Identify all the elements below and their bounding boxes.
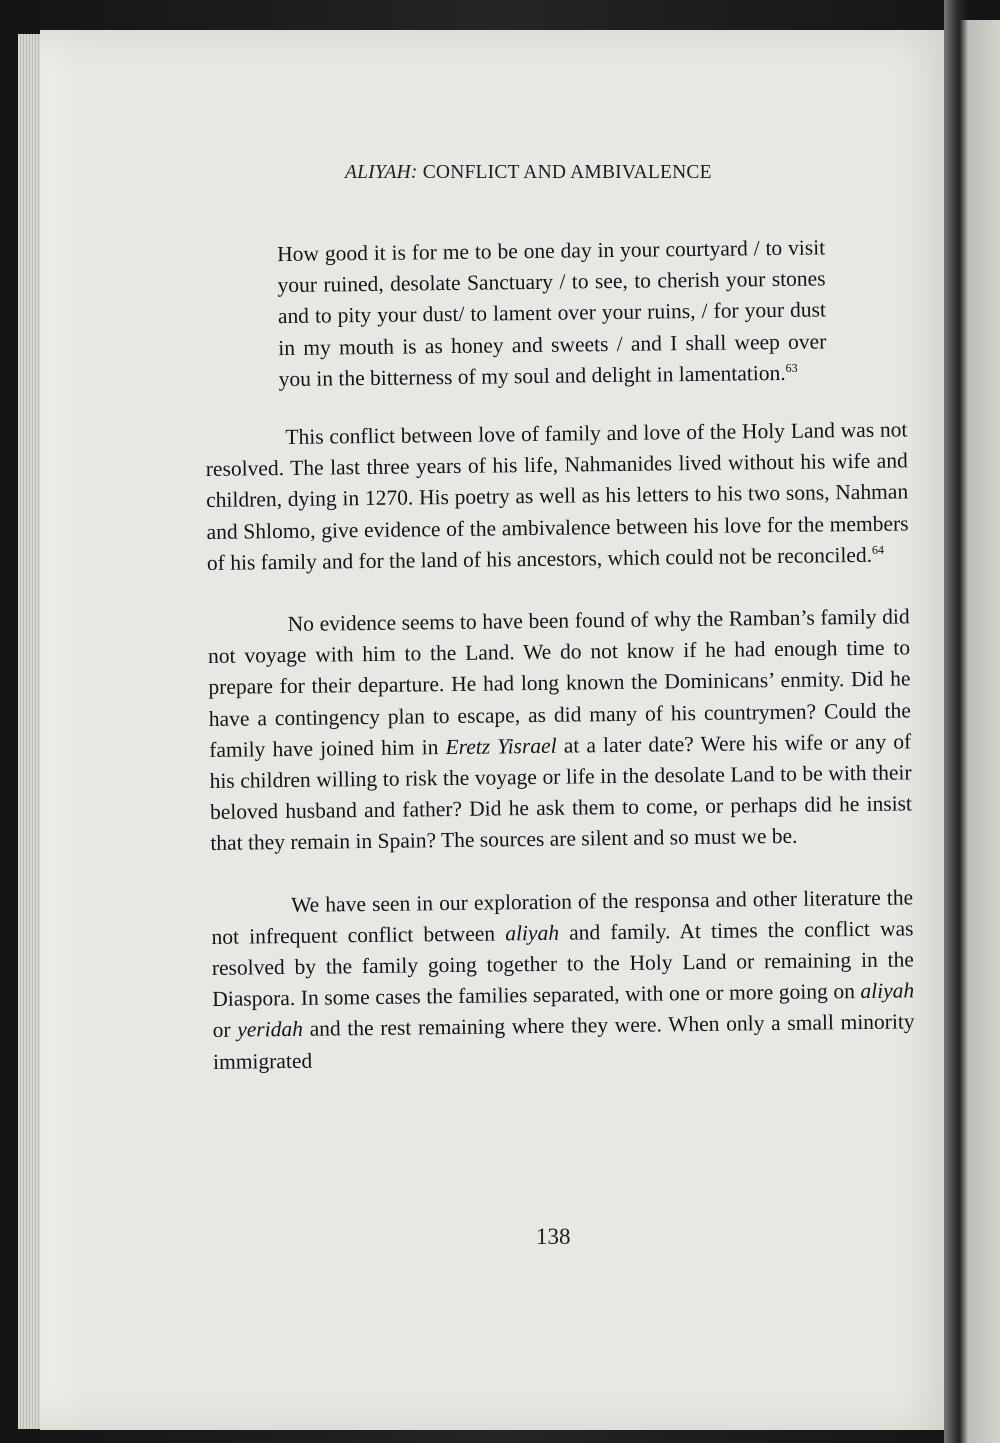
running-head-text: CONFLICT AND AMBIVALENCE: [417, 162, 712, 183]
poem-quote: [277, 232, 827, 395]
paragraph-1: [205, 414, 909, 579]
paragraph-2-italic: Eretz Yisrael: [445, 733, 557, 759]
poem-quote-text: How good it is for me to be one day in your courtyard / to visit your ruined, desolate Sanctuary / to see, to cherish your stones and to pity your dust/ to lament over your ruins, / for your dust in my mouth is as honey and sweets / and I shall weep over you in the bitterness of my soul and delight in lamentation.: [277, 235, 827, 391]
footnote-ref-64: 64: [871, 542, 885, 557]
footnote-ref-63: 63: [785, 360, 798, 375]
paragraph-3-text-b: and family. At times the conflict was resolved by the family going together to the Holy Land or remaining in the Diaspora. In some cases the families separated, with one or more going on: [211, 916, 914, 1012]
paragraph-2-text-b: at a later date? Were his wife or any of his children willing to risk the voyage or life in the desolate Land to be with their beloved husband and father? Did he ask them to come, or perhaps did he insist that they remain in Spain? The sources are silent and so must we be.: [209, 729, 913, 856]
paragraph-2-text-a: No evidence seems to have been found of why the Ramban’s family did not voyage with him to the Land. We do not know if he had enough time to prepare for their departure. He had long known the Dominicans’ enmity. Did he have a contingency plan to escape, as did many of his countrymen? Could the family have joined him in: [207, 604, 911, 762]
paragraph-3-text-d: and the rest remaining where they were. When only a small minority immigrated: [212, 1009, 915, 1074]
paragraph-3-italic-3: yeridah: [237, 1017, 304, 1043]
paragraph-1-text: This conflict between love of family and love of the Holy Land was not resolved. The last three years of his life, Nahmanides lived without his wife and children, dying in 1270. His poetry as well as his letters to his two sons, Nahman and Shlomo, give evidence of the ambivalence between his love for the members of his family and for the land of his ancestors, which could not be reconciled.: [205, 417, 909, 575]
running-head-italic: ALIYAH:: [345, 162, 418, 183]
paragraph-3-italic-2: aliyah: [860, 978, 915, 1004]
adjacent-page-edge: [960, 20, 1000, 1443]
body-text: [203, 231, 915, 1077]
paragraph-3-text-c: or: [212, 1018, 238, 1043]
paragraph-3-text-a: We have seen in our exploration of the responsa and other literature the not infrequent conflict between: [211, 885, 914, 949]
page-number: 138: [536, 1224, 571, 1249]
running-head: [345, 162, 712, 184]
paragraph-3: [211, 882, 915, 1078]
paragraph-3-italic-1: aliyah: [505, 920, 560, 946]
paragraph-2: [208, 601, 913, 859]
